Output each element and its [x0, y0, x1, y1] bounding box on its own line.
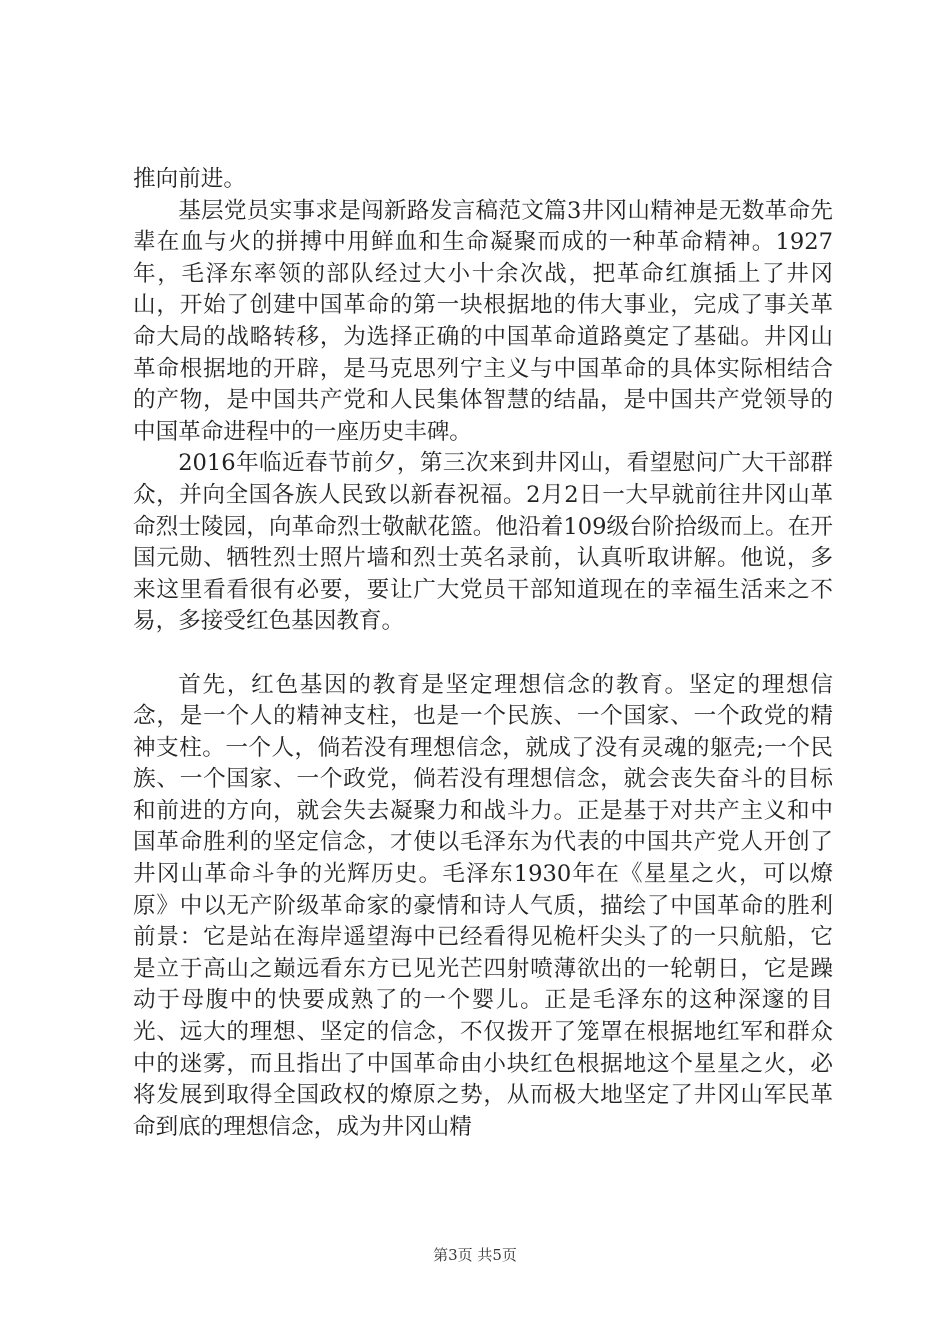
page-footer: 第3页 共5页: [433, 1246, 517, 1264]
paragraph-2: 2016年临近春节前夕，第三次来到井冈山，看望慰问广大干部群众，并向全国各族人民致以新春祝福。2月2日一大早就前往井冈山革命烈士陵园，向革命烈士敬献花篮。他沿着109级台阶拾级而上。在开国元勋、牺牲烈士照片墙和烈士英名录前，认真听取讲解。他说，多来这里看看很有必要，要让广大党员干部知道现在的幸福生活来之不易，多接受红色基因教育。: [133, 450, 833, 635]
paragraph-1: 基层党员实事求是闯新路发言稿范文篇3井冈山精神是无数革命先辈在血与火的拼搏中用鲜血和生命凝聚而成的一种革命精神。1927年，毛泽东率领的部队经过大小十余次战，把革命红旗插上了井冈山，开始了创建中国革命的第一块根据地的伟大事业，完成了事关革命大局的战略转移，为选择正确的中国革命道路奠定了基础。井冈山革命根据地的开辟，是马克思列宁主义与中国革命的具体实际相结合的产物，是中国共产党和人民集体智慧的结晶，是中国共产党领导的中国革命进程中的一座历史丰碑。: [133, 197, 833, 445]
paragraph-3: 首先，红色基因的教育是坚定理想信念的教育。坚定的理想信念，是一个人的精神支柱，也是一个民族、一个国家、一个政党的精神支柱。一个人，倘若没有理想信念，就成了没有灵魂的躯壳;一个民族、一个国家、一个政党，倘若没有理想信念，就会丧失奋斗的目标和前进的方向，就会失去凝聚力和战斗力。正是基于对共产主义和中国革命胜利的坚定信念，才使以毛泽东为代表的中国共产党人开创了井冈山革命斗争的光辉历史。毛泽东1930年在《星星之火，可以燎原》中以无产阶级革命家的豪情和诗人气质，描绘了中国革命的胜利前景：它是站在海岸遥望海中已经看得见桅杆尖头了的一只航船，它是立于高山之巅远看东方已见光芒四射喷薄欲出的一轮朝日，它是躁动于母腹中的快要成熟了的一个婴儿。正是毛泽东的这种深邃的目光、远大的理想、坚定的信念，不仅拨开了笼罩在根据地红军和群众中的迷雾，而且指出了中国革命由小块红色根据地这个星星之火，必将发展到取得全国政权的燎原之势，从而极大地坚定了井冈山军民革命到底的理想信念，成为井冈山精: [133, 671, 833, 1140]
body-text: [133, 164, 833, 1143]
paragraph-continuation: 推向前进。: [133, 166, 246, 192]
